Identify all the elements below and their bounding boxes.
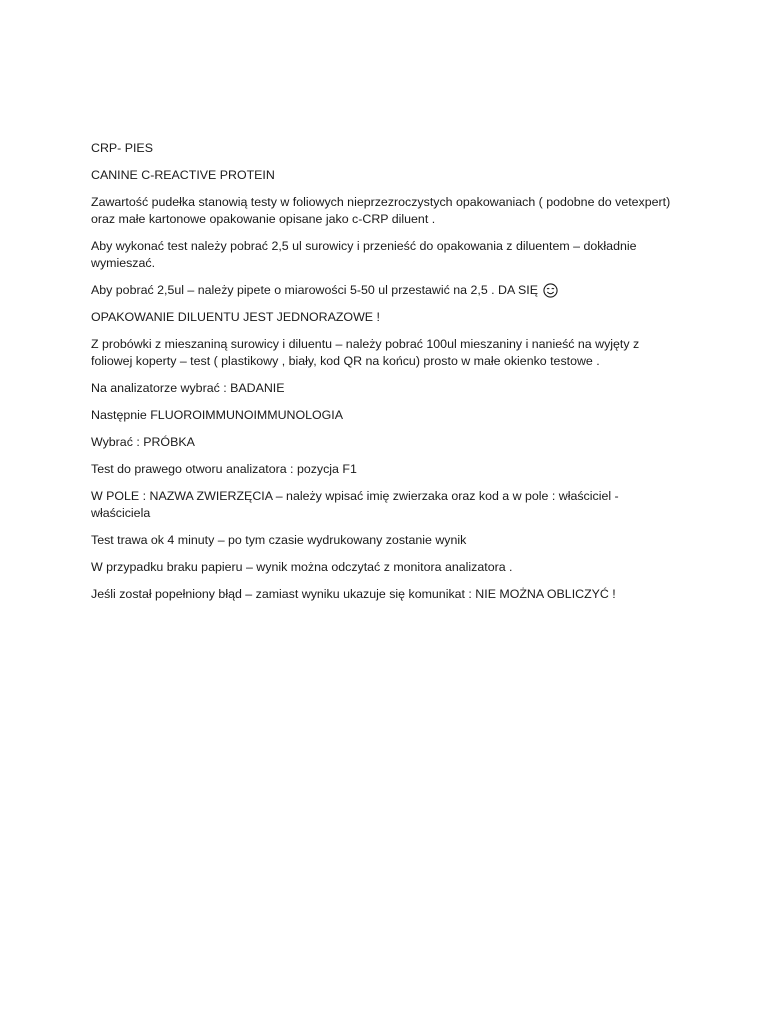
paragraph-analyzer-step-2: Następnie FLUOROIMMUNOIMMUNOLOGIA <box>91 408 343 422</box>
paragraph-sample-application: Z probówki z mieszaniną surowicy i diluentu – należy pobrać 100ul mieszaniny i nanieść na wyjęty z foliowej koperty – test ( plastikowy , biały, kod QR na końcu) prosto w małe okienko testowe . <box>91 337 640 368</box>
document-subtitle: CANINE C-REACTIVE PROTEIN <box>91 168 275 182</box>
paragraph-animal-name-field: W POLE : NAZWA ZWIERZĘCIA – należy wpisać imię zwierzaka oraz kod a w pole : właściciel - właściciela <box>91 489 619 520</box>
paragraph-diluent-warning: OPAKOWANIE DILUENTU JEST JEDNORAZOWE ! <box>91 310 380 324</box>
paragraph-test-duration: Test trawa ok 4 minuty – po tym czasie wydrukowany zostanie wynik <box>91 533 467 547</box>
paragraph-analyzer-position: Test do prawego otworu analizatora : pozycja F1 <box>91 462 357 476</box>
document-title: CRP- PIES <box>91 141 153 155</box>
paragraph-error-message: Jeśli został popełniony błąd – zamiast wyniku ukazuje się komunikat : NIE MOŻNA OBLICZYĆ ! <box>91 587 616 601</box>
smiley-face-icon <box>543 283 558 298</box>
paragraph-test-preparation: Aby wykonać test należy pobrać 2,5 ul surowicy i przenieść do opakowania z diluentem – dokładnie wymieszać. <box>91 239 637 270</box>
paragraph-no-paper: W przypadku braku papieru – wynik można odczytać z monitora analizatora . <box>91 560 513 574</box>
document-page <box>91 140 681 613</box>
paragraph-box-contents: Zawartość pudełka stanowią testy w foliowych nieprzezroczystych opakowaniach ( podobne do vetexpert) oraz małe kartonowe opakowanie opisane jako c-CRP diluent . <box>91 195 671 226</box>
paragraph-analyzer-step-3: Wybrać : PRÓBKA <box>91 435 195 449</box>
paragraph-analyzer-step-1: Na analizatorze wybrać : BADANIE <box>91 381 285 395</box>
paragraph-pipette-text: Aby pobrać 2,5ul – należy pipete o miarowości 5-50 ul przestawić na 2,5 . DA SIĘ <box>91 283 538 297</box>
paragraph-pipette-setting <box>91 282 681 299</box>
